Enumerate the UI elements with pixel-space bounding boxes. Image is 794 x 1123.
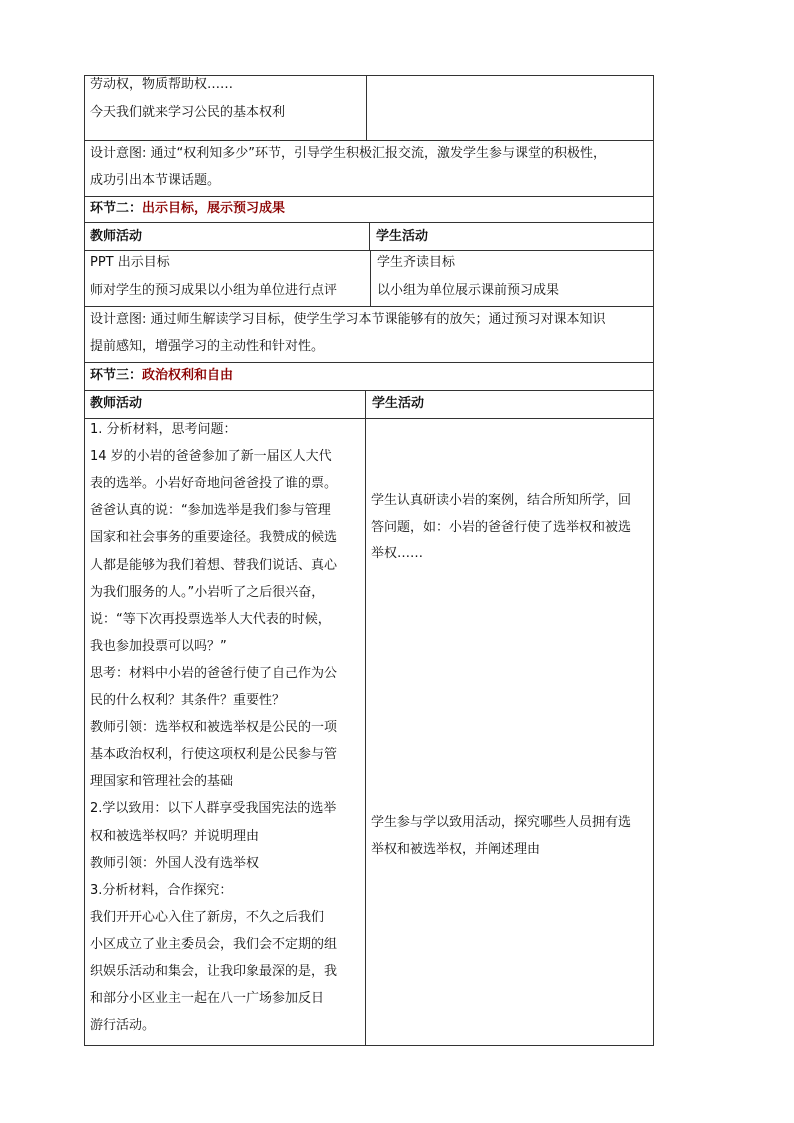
- text-line: 2.学以致用：以下人群享受我国宪法的选举: [90, 801, 337, 817]
- intro-row: [85, 76, 653, 141]
- text-line: 基本政治权利，行使这项权利是公民参与管: [90, 747, 338, 763]
- section-3-heading: [90, 368, 233, 384]
- section-2-prefix: 环节二：: [90, 201, 143, 216]
- section-2-teacher-cell: [85, 251, 370, 306]
- text-line: 理国家和管理社会的基础: [90, 774, 234, 790]
- text-line: 思考：材料中小岩的爸爸行使了自己作为公: [90, 665, 338, 681]
- design-intent-2-line-2: 提前感知，增强学习的主动性和针对性。: [90, 339, 325, 354]
- text-line: 14 岁的小岩的爸爸参加了新一届区人大代: [90, 449, 332, 465]
- section-2-teacher-header: 教师活动: [90, 229, 143, 244]
- design-intent-1-row: [85, 141, 653, 197]
- text-line: 3.分析材料，合作探究：: [90, 882, 233, 898]
- text-line: 我也参加投票可以吗？”: [90, 638, 227, 654]
- text-line: 1. 分析材料，思考问题：: [90, 422, 237, 437]
- section-2-teacher-header-cell: [85, 223, 369, 250]
- section-3-prefix: 环节三：: [90, 368, 143, 383]
- section-2-title: 出示目标，展示预习成果: [142, 201, 286, 216]
- text-line: 教师引领：外国人没有选举权: [90, 855, 260, 871]
- section-3-student-header: 学生活动: [372, 396, 425, 411]
- section-3-teacher-header-cell: [85, 391, 365, 418]
- lesson-plan-table: [84, 75, 654, 1046]
- text-line: 学生认真研读小岩的案例，结合所知所学，回: [371, 493, 632, 508]
- text-line: 学生参与学以致用活动，探究哪些人员拥有选: [371, 815, 632, 830]
- section-3-student-header-cell: [365, 391, 653, 418]
- design-intent-1-line-1: 设计意图: 通过“权利知多少”环节，引导学生积极汇报交流，激发学生参与课堂的积极性，: [90, 146, 606, 161]
- intro-line-1: 劳动权，物质帮助权……: [90, 77, 234, 92]
- text-line: 说：“等下次再投票选举人大代表的时候，: [90, 611, 331, 627]
- text-line: 为我们服务的人。”小岩听了之后很兴奋，: [90, 584, 325, 600]
- section-2-student-line-2: 以小组为单位展示课前预习成果: [377, 283, 560, 298]
- text-line: 表的选举。小岩好奇地问爸爸投了谁的票。: [90, 476, 338, 492]
- text-line: 人都是能够为我们着想、替我们说话、真心: [90, 557, 338, 573]
- section-3-activity-row: [85, 419, 653, 1045]
- text-line: 游行活动。: [90, 1018, 156, 1034]
- text-line: 民的什么权利？其条件？重要性？: [90, 693, 286, 708]
- intro-right-cell: [366, 76, 653, 140]
- design-intent-2-line-1: 设计意图: 通过师生解读学习目标，使学生学习本节课能够有的放矢；通过预习对课本知识: [90, 312, 606, 327]
- text-line: 举权和被选举权，并阐述理由: [371, 841, 541, 857]
- section-2-heading-row: [85, 197, 653, 223]
- text-line: 小区成立了业主委员会，我们会不定期的组: [90, 936, 338, 952]
- text-line: 和部分小区业主一起在八一广场参加反日: [90, 991, 325, 1007]
- section-3-heading-row: [85, 363, 653, 391]
- section-3-teacher-header: 教师活动: [90, 396, 143, 411]
- section-2-student-header: 学生活动: [376, 229, 429, 244]
- design-intent-2-row: [85, 307, 653, 363]
- section-2-student-cell: [370, 251, 652, 306]
- text-line: 权和被选举权吗？并说明理由: [90, 828, 260, 844]
- section-3-headers-row: [85, 391, 653, 419]
- section-2-teacher-line-2: 师对学生的预习成果以小组为单位进行点评: [90, 283, 338, 298]
- section-2-headers-row: [85, 223, 653, 251]
- section-2-student-header-cell: [369, 223, 653, 250]
- section-3-teacher-cell: [85, 419, 365, 1045]
- intro-line-2: 今天我们就来学习公民的基本权利: [90, 105, 286, 120]
- text-line: 国家和社会事务的重要途径。我赞成的候选: [90, 530, 338, 546]
- text-line: 我们开开心心入住了新房，不久之后我们: [90, 909, 325, 925]
- section-2-heading: [90, 201, 285, 217]
- text-line: 举权……: [371, 546, 424, 561]
- text-line: 教师引领：选举权和被选举权是公民的一项: [90, 720, 338, 736]
- section-2-activity-row: [85, 251, 653, 307]
- section-3-student-cell: [365, 419, 653, 1045]
- section-2-teacher-line-1: PPT 出示目标: [90, 255, 170, 270]
- design-intent-1-line-2: 成功引出本节课话题。: [90, 173, 221, 188]
- section-3-title: 政治权利和自由: [142, 368, 234, 383]
- intro-left-cell: [85, 76, 366, 140]
- text-line: 答问题，如：小岩的爸爸行使了选举权和被选: [371, 519, 632, 535]
- text-line: 爸爸认真的说：“参加选举是我们参与管理: [90, 503, 331, 519]
- section-2-student-line-1: 学生齐读目标: [377, 255, 456, 270]
- text-line: 织娱乐活动和集会，让我印象最深的是，我: [90, 964, 338, 979]
